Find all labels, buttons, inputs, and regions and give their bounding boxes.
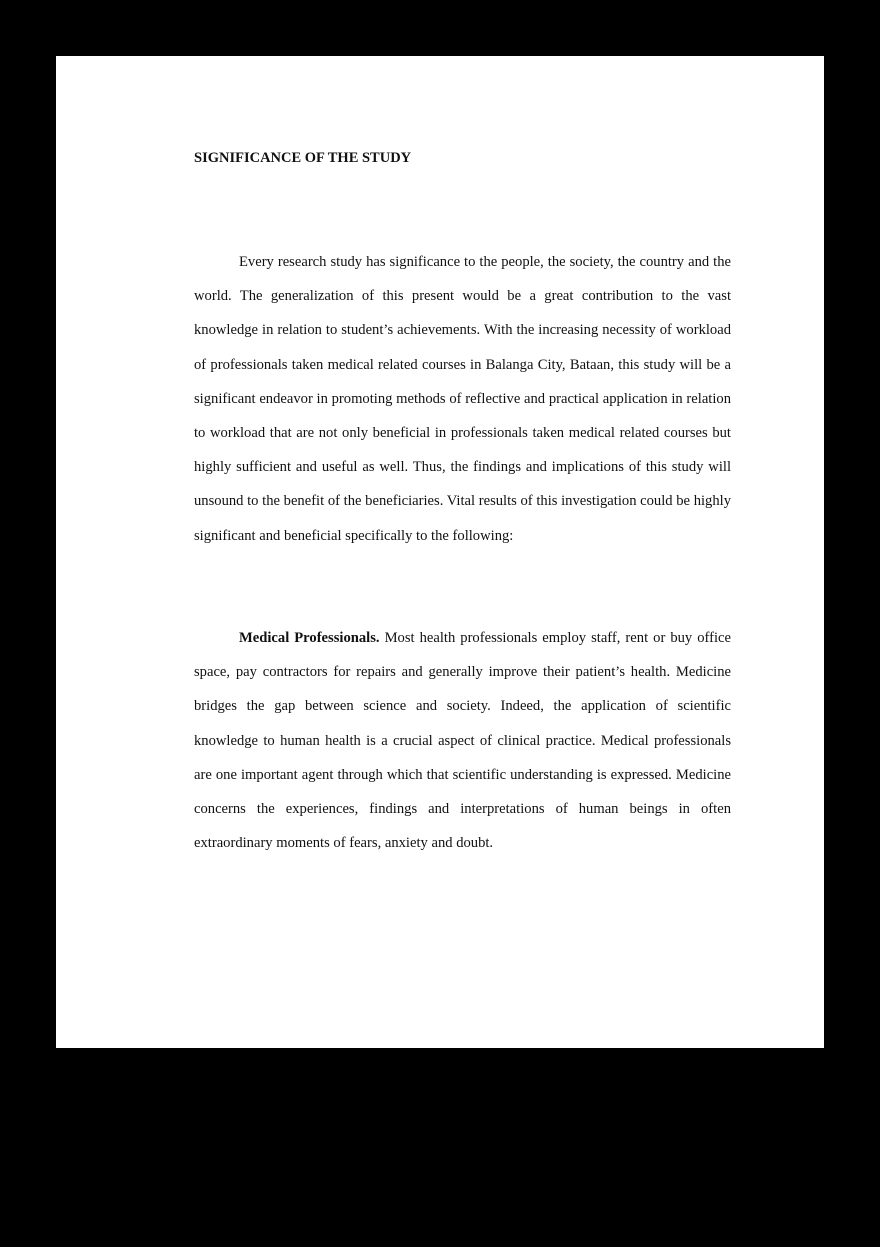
intro-paragraph-text: Every research study has significance to the people, the society, the country and the world. The generalization of this present would be a great contribution to the vast knowledge in relation to student’s achievements. With the increasing necessity of workload of professionals taken medical related courses in Balanga City, Bataan, this study will be a significant endeavor in promoting methods of reflective and practical application in relation to workload that are not only beneficial in professionals taken medical related courses but highly sufficient and useful as well. Thus, the findings and implications of this study will unsound to the benefit of the beneficiaries. Vital results of this investigation could be highly significant and beneficial specifically to the following: [194, 254, 731, 544]
intro-paragraph [194, 245, 731, 553]
paragraph-lead-label: Medical Professionals. [239, 630, 380, 646]
document-page [56, 56, 824, 1048]
medical-professionals-paragraph [194, 621, 731, 860]
medical-professionals-paragraph-text: Most health professionals employ staff, rent or buy office space, pay contractors for repairs and generally improve their patient’s health. Medicine bridges the gap between science and society. Indeed, the application of scientific knowledge to human health is a crucial aspect of clinical practice. Medical professionals are one important agent through which that scientific understanding is expressed. Medicine concerns the experiences, findings and interpretations of human beings in often extraordinary moments of fears, anxiety and doubt. [194, 630, 731, 852]
section-heading: SIGNIFICANCE OF THE STUDY [194, 150, 412, 166]
